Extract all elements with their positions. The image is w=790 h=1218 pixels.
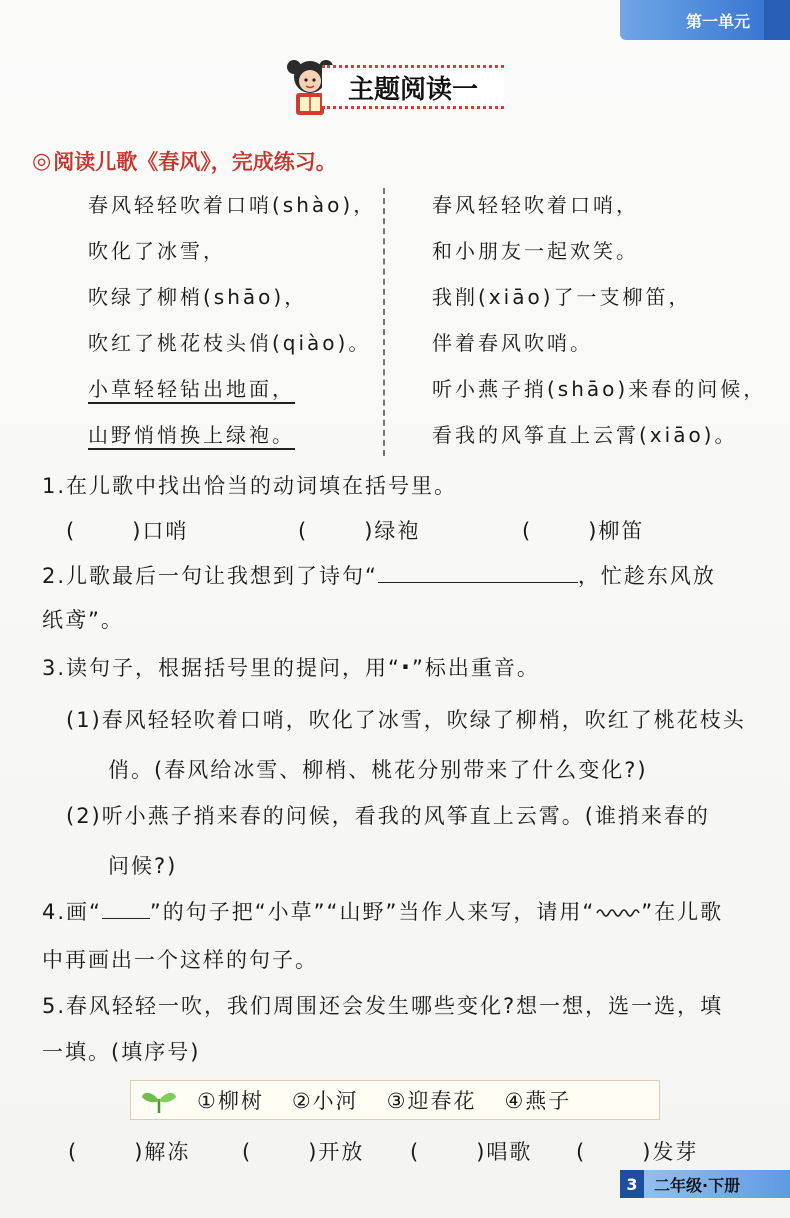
poem-line: 春风轻轻吹着口哨(shào)， bbox=[88, 193, 377, 217]
poem-line: 看我的风筝直上云霄(xiāo)。 bbox=[432, 423, 738, 447]
double-circle-icon: ◎ bbox=[32, 148, 52, 174]
q3-sentence-1[interactable]: (1)春风轻轻吹着口哨，吹化了冰雪，吹绿了柳梢，吹红了桃花枝头 bbox=[66, 708, 746, 732]
question-1: 1.在儿歌中找出恰当的动词填在括号里。 bbox=[42, 474, 458, 498]
option-1: ①柳树 bbox=[197, 1089, 264, 1113]
poem-line-underlined: 小草轻轻钻出地面， bbox=[88, 374, 376, 420]
question-3: 3.读句子，根据括号里的提问，用“·”标出重音。 bbox=[42, 653, 540, 681]
question-4: 4.画“ ”的句子把“小草”“山野”当作人来写，请用“ ”在儿歌 bbox=[42, 900, 724, 924]
q5-answer-2[interactable]: ( )开放 bbox=[242, 1140, 365, 1164]
q3-sentence-1-cont[interactable]: 俏。(春风给冰雪、柳梢、桃花分别带来了什么变化?) bbox=[108, 758, 648, 782]
q5-answer-1[interactable]: ( )解冻 bbox=[68, 1140, 191, 1164]
poem-line: 我削(xiāo)了一支柳笛， bbox=[432, 285, 692, 309]
q1-answer-3[interactable]: ( )柳笛 bbox=[522, 519, 645, 543]
q3-sentence-2-cont[interactable]: 问候?) bbox=[108, 854, 178, 878]
q5-answer-4[interactable]: ( )发芽 bbox=[576, 1140, 699, 1164]
emphasis-dot: · bbox=[400, 653, 413, 681]
q3-sentence-2[interactable]: (2)听小燕子捎来春的问候，看我的风筝直上云霄。(谁捎来春的 bbox=[66, 804, 710, 828]
unit-tab-block bbox=[764, 0, 790, 40]
poem-divider bbox=[383, 188, 385, 456]
question-5: 5.春风轻轻一吹，我们周围还会发生哪些变化?想一想，选一选，填 bbox=[42, 994, 724, 1018]
question-5-cont: 一填。(填序号) bbox=[42, 1040, 201, 1064]
options-box bbox=[130, 1080, 660, 1120]
question-2: 2.儿歌最后一句让我想到了诗句“ ，忙趁东风放 bbox=[42, 564, 716, 588]
unit-label: 第一单元 bbox=[685, 11, 750, 31]
grade-label: 二年级·下册 bbox=[654, 1175, 741, 1195]
straight-underline-sample bbox=[102, 900, 150, 919]
option-2: ②小河 bbox=[291, 1089, 359, 1113]
poem-line: 吹红了桃花枝头俏(qiào)。 bbox=[88, 331, 372, 355]
poem-line: 伴着春风吹哨。 bbox=[432, 331, 593, 355]
q1-answer-1[interactable]: ( )口哨 bbox=[66, 519, 189, 543]
poem-line: 吹绿了柳梢(shāo)， bbox=[88, 285, 308, 309]
poem-line-underlined: 山野悄悄换上绿袍。 bbox=[88, 420, 376, 466]
page-title: 主题阅读一 bbox=[322, 65, 504, 109]
poem-right-column bbox=[432, 190, 766, 466]
q5-answer-3[interactable]: ( )唱歌 bbox=[410, 1140, 533, 1164]
question-4-cont: 中再画出一个这样的句子。 bbox=[42, 948, 318, 972]
page-number: 3 bbox=[620, 1170, 644, 1198]
option-4: ④燕子 bbox=[504, 1089, 572, 1113]
reading-instruction bbox=[32, 146, 337, 176]
q1-answer-2[interactable]: ( )绿袍 bbox=[298, 519, 421, 543]
q2-answer-blank[interactable] bbox=[378, 562, 578, 583]
title-banner bbox=[280, 55, 510, 119]
poem-line: 听小燕子捎(shāo)来春的问候， bbox=[432, 377, 767, 401]
option-3: ③迎春花 bbox=[386, 1089, 477, 1113]
poem-line: 吹化了冰雪， bbox=[88, 239, 226, 263]
poem-line: 和小朋友一起欢笑。 bbox=[432, 239, 639, 263]
poem-line: 春风轻轻吹着口哨， bbox=[432, 193, 639, 217]
unit-tab bbox=[620, 0, 790, 40]
question-2-cont: 纸鸢”。 bbox=[42, 608, 124, 632]
instruction-text: 阅读儿歌《春风》，完成练习。 bbox=[53, 150, 337, 174]
sprout-icon bbox=[139, 1085, 179, 1115]
wavy-underline-icon bbox=[595, 905, 641, 919]
page-footer-tag bbox=[620, 1170, 790, 1198]
poem-left-column bbox=[88, 190, 376, 466]
